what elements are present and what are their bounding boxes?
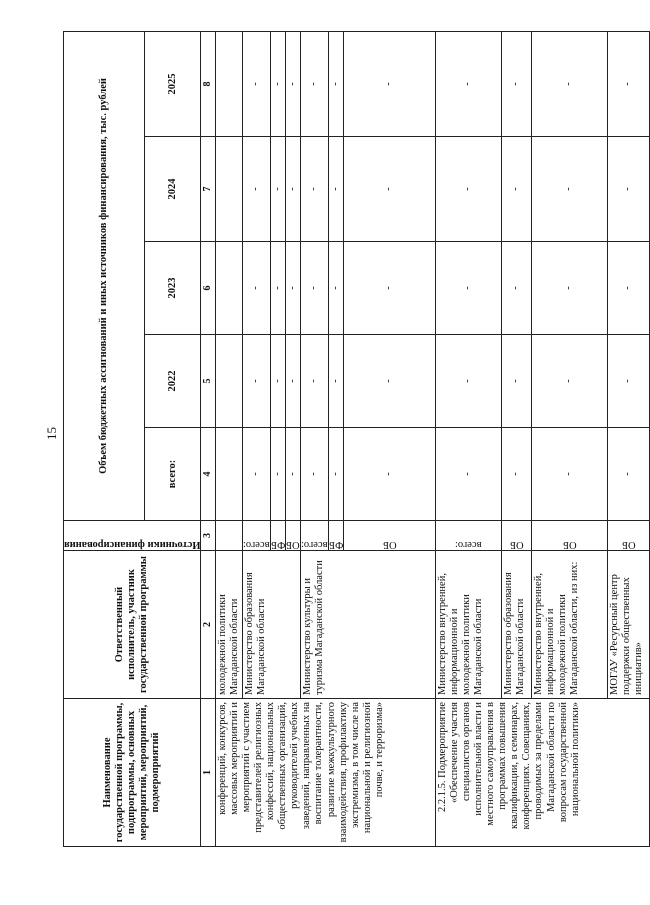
col-number: 7 — [201, 137, 216, 242]
col-number: 8 — [201, 31, 216, 136]
source-cell: ОБ — [531, 521, 607, 551]
executor-cell: Министерство образования Магаданской области — [501, 551, 531, 699]
header-2024: 2024 — [145, 137, 201, 242]
value-cell: - — [301, 31, 329, 136]
col-number: 3 — [201, 521, 216, 551]
value-cell: - — [435, 428, 501, 521]
value-cell: - — [343, 335, 435, 428]
value-cell: - — [301, 335, 329, 428]
value-cell: - — [270, 137, 285, 242]
value-cell: - — [531, 428, 607, 521]
value-cell: - — [301, 242, 329, 335]
source-cell: ОБ — [343, 521, 435, 551]
col-number: 4 — [201, 428, 216, 521]
table-row — [215, 31, 242, 846]
value-cell: - — [328, 137, 343, 242]
value-cell: - — [243, 137, 271, 242]
value-cell: - — [243, 335, 271, 428]
table-row — [435, 31, 501, 846]
value-cell: - — [343, 31, 435, 136]
value-cell: - — [243, 242, 271, 335]
value-cell: - — [531, 242, 607, 335]
value-cell: - — [270, 31, 285, 136]
value-cell: - — [607, 31, 649, 136]
value-cell: - — [328, 335, 343, 428]
value-cell: - — [501, 137, 531, 242]
value-cell: - — [243, 31, 271, 136]
header-source — [64, 521, 201, 551]
value-cell: - — [501, 335, 531, 428]
value-cell: - — [531, 31, 607, 136]
value-cell: - — [501, 428, 531, 521]
value-cell: - — [435, 335, 501, 428]
source-cell: ОБ — [501, 521, 531, 551]
header-executor: Ответственный исполнитель, участник государственной программы — [64, 551, 201, 699]
value-cell: - — [343, 428, 435, 521]
value-cell: - — [607, 242, 649, 335]
value-cell: - — [343, 137, 435, 242]
source-cell — [215, 521, 242, 551]
source-cell: всего: — [435, 521, 501, 551]
value-cell: - — [607, 335, 649, 428]
header-total: всего: — [145, 428, 201, 521]
value-cell: - — [270, 428, 285, 521]
source-cell: всего: — [243, 521, 271, 551]
source-cell: ОБ — [286, 521, 301, 551]
source-cell: ОБ — [607, 521, 649, 551]
value-cell: - — [607, 428, 649, 521]
source-cell: ФБ — [270, 521, 285, 551]
value-cell: - — [343, 242, 435, 335]
measure-name: конференций, конкурсов, массовых мероприятий и мероприятий с участием представителей религиозных конфессий, национальных общественных организаций, руководителей учебных заведений, направленных на воспитание толерантности, развитие межкультурного взаимодействия, профилактику экстремизма, в том числе на национальной и религиозной почве, и терроризма» — [215, 699, 435, 847]
executor-cell: Министерство внутренней, информационной и молодежной политики Магаданской области — [435, 551, 501, 699]
value-cell: - — [286, 137, 301, 242]
page-number: 15 — [44, 427, 59, 440]
col-number: 2 — [201, 551, 216, 699]
value-cell: - — [286, 335, 301, 428]
value-cell: - — [435, 137, 501, 242]
source-cell: всего: — [301, 521, 329, 551]
value-cell: - — [607, 137, 649, 242]
header-source-text: Источники финансирования — [64, 539, 201, 550]
financing-table — [63, 31, 650, 847]
financing-table-wrapper — [63, 32, 645, 847]
executor-cell: молодежной политики Магаданской области — [215, 551, 242, 699]
value-cell: - — [270, 242, 285, 335]
executor-cell: МОГАУ «Ресурсный центр поддержки общественных инициатив» — [607, 551, 649, 699]
measure-name: 2.2.1.5. Подмероприятие «Обеспечение участия специалистов органов исполнительной власти и местного самоуправления в программах повышения квалификации, в семинарах, конференциях. Совещаниях, проводимых за пределами Магаданской области по вопросам государственной национальной политики» — [435, 699, 649, 847]
value-cell: - — [328, 31, 343, 136]
value-cell: - — [286, 31, 301, 136]
col-number: 6 — [201, 242, 216, 335]
executor-cell: Министерство внутренней, информационной и молодежной политики Магаданской области, из них: — [531, 551, 607, 699]
header-name: Наименование государственной программы, подпрограммы, основных мероприятий, мероприятий, подмероприятий — [64, 699, 201, 847]
value-cell: - — [286, 428, 301, 521]
value-cell: - — [531, 335, 607, 428]
value-cell: - — [435, 31, 501, 136]
header-volume: Объем бюджетных ассигнований и иных источников финансирования, тыс. рублей — [64, 31, 145, 520]
value-cell: - — [286, 242, 301, 335]
value-cell: - — [501, 31, 531, 136]
value-cell: - — [301, 428, 329, 521]
col-number: 1 — [201, 699, 216, 847]
executor-cell: Министерство образования Магаданской области — [243, 551, 301, 699]
value-cell: - — [328, 428, 343, 521]
value-cell: - — [531, 137, 607, 242]
value-cell: - — [301, 137, 329, 242]
executor-cell: Министерство культуры и туризма Магаданской области — [301, 551, 436, 699]
value-cell: - — [501, 242, 531, 335]
value-cell: - — [328, 242, 343, 335]
col-number: 5 — [201, 335, 216, 428]
value-cell: - — [270, 335, 285, 428]
value-cell: - — [243, 428, 271, 521]
source-cell: ФБ — [328, 521, 343, 551]
column-number-row — [201, 31, 216, 846]
value-cell: - — [435, 242, 501, 335]
header-2025: 2025 — [145, 31, 201, 136]
header-2023: 2023 — [145, 242, 201, 335]
header-2022: 2022 — [145, 335, 201, 428]
